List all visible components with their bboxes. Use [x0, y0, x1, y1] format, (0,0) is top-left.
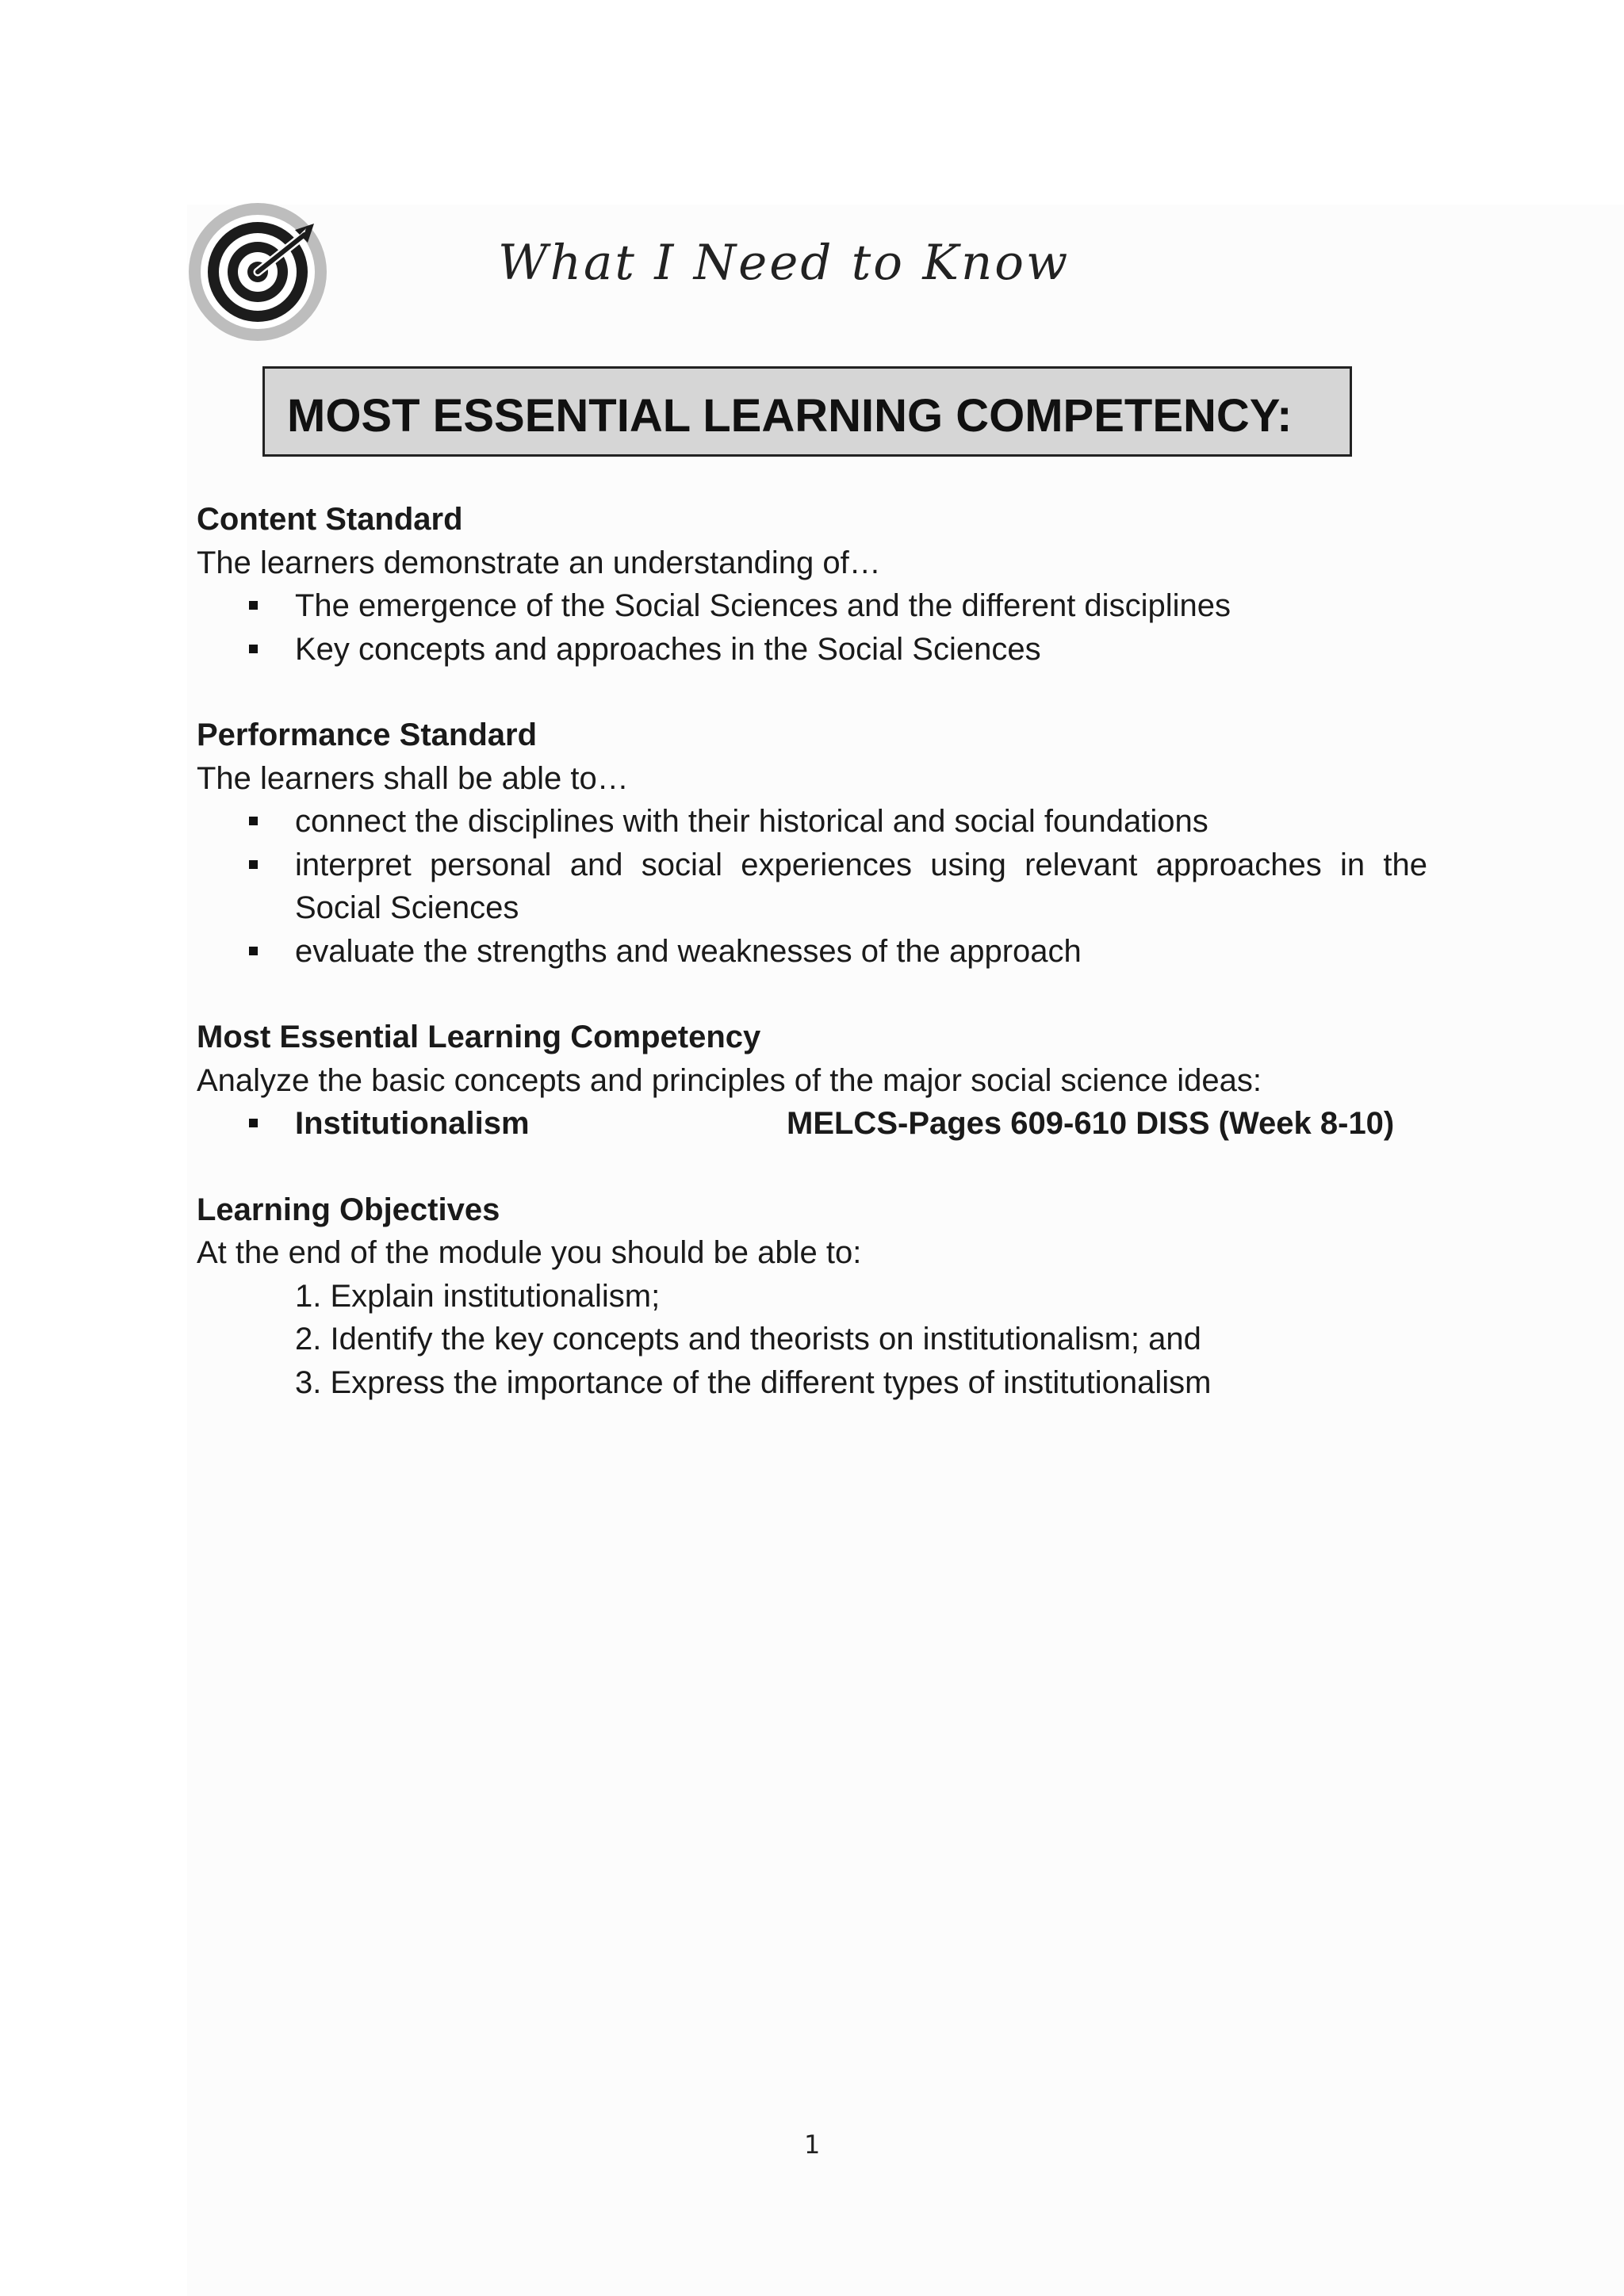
list-item: Key concepts and approaches in the Social Sciences [197, 628, 1427, 672]
performance-standard-intro: The learners shall be able to… [197, 760, 629, 796]
performance-standard-heading: Performance Standard [197, 718, 538, 752]
content-standard-heading: Content Standard [197, 502, 463, 537]
list-item: 1. Explain institutionalism; [295, 1278, 661, 1314]
module-content [197, 498, 1427, 1404]
list-item: evaluate the strengths and weaknesses of the approach [197, 930, 1427, 974]
list-item: connect the disciplines with their historical and social foundations [197, 800, 1427, 844]
square-bullet-icon [249, 817, 258, 825]
page-number: 1 [804, 2130, 821, 2160]
competency-intro: Analyze the basic concepts and principles of the major social science ideas: [197, 1062, 1262, 1098]
list-item: 3. Express the importance of the different types of institutionalism [295, 1364, 1212, 1400]
objectives-list [197, 1275, 1427, 1405]
square-bullet-icon [249, 645, 258, 653]
list-item: The emergence of the Social Sciences and the different disciplines [197, 584, 1427, 628]
melcs-reference: MELCS-Pages 609-610 DISS (Week 8-10) [787, 1106, 1395, 1141]
performance-standard-list [197, 800, 1427, 973]
square-bullet-icon [249, 1119, 258, 1127]
content-standard-list [197, 584, 1427, 671]
competency-banner [262, 366, 1352, 457]
section-title: What I Need to Know [498, 235, 1071, 291]
list-item: 2. Identify the key concepts and theorists on institutionalism; and [295, 1322, 1201, 1357]
square-bullet-icon [249, 601, 258, 610]
competency-label: Institutionalism [295, 1106, 530, 1141]
content-standard-intro: The learners demonstrate an understanding of… [197, 545, 881, 580]
banner-label: MOST ESSENTIAL LEARNING COMPETENCY: [287, 390, 1293, 442]
square-bullet-icon [249, 860, 258, 869]
square-bullet-icon [249, 947, 258, 955]
objectives-heading: Learning Objectives [197, 1192, 500, 1227]
competency-heading: Most Essential Learning Competency [197, 1020, 761, 1054]
list-item: interpret personal and social experiences using relevant approaches in the Social Sciences [197, 844, 1427, 930]
objectives-intro: At the end of the module you should be able to: [197, 1235, 862, 1270]
target-icon [187, 201, 328, 342]
competency-item [197, 1102, 1427, 1146]
